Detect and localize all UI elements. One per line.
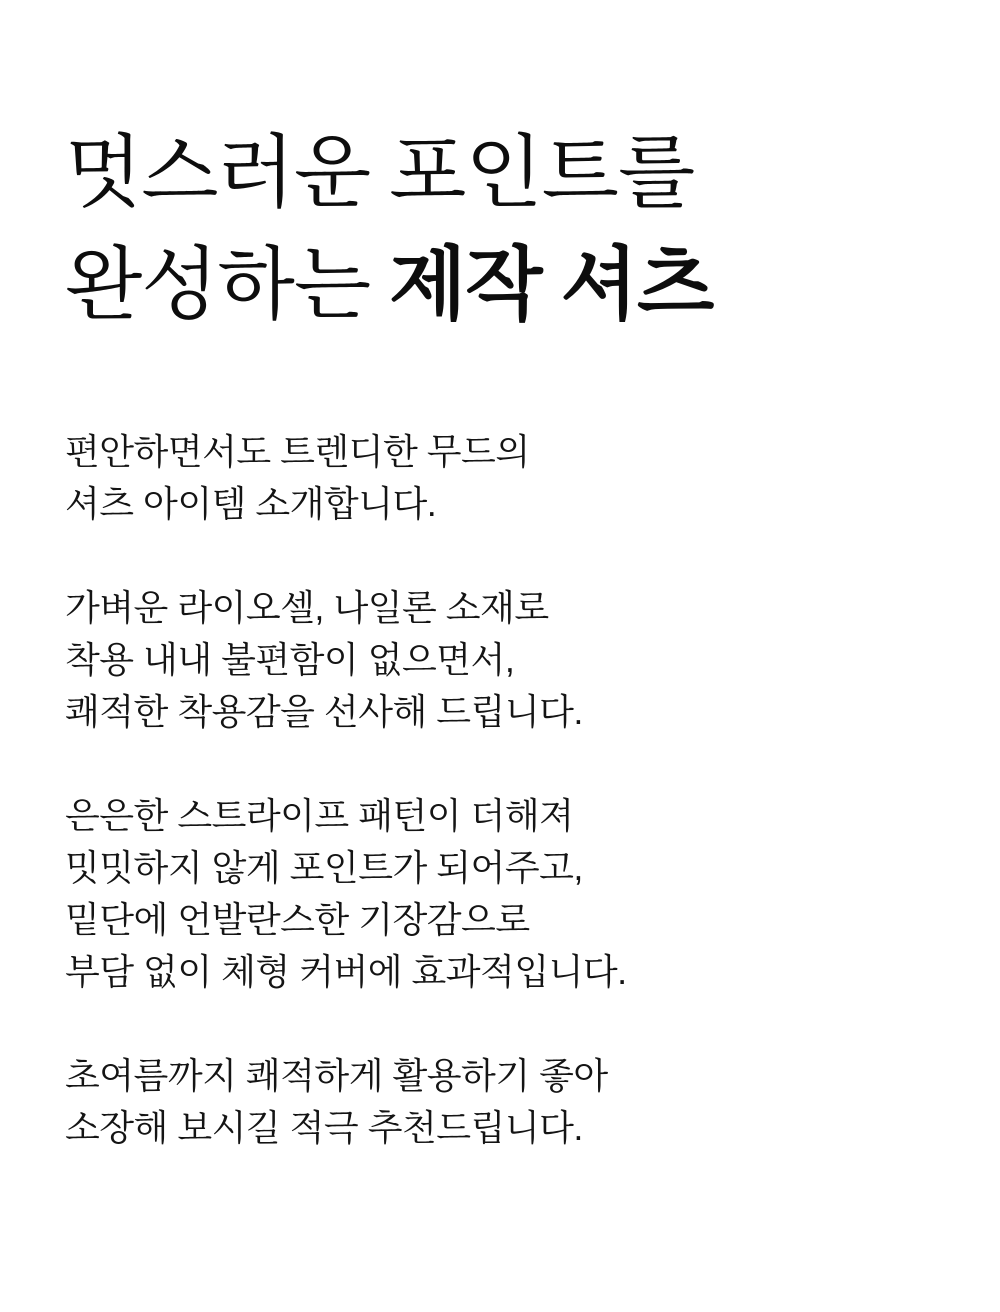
- paragraph-line: 밋밋하지 않게 포인트가 되어주고,: [65, 847, 583, 888]
- page-title: [65, 0, 940, 342]
- paragraph-line: 셔츠 아이템 소개합니다.: [65, 483, 437, 524]
- description-paragraph-3: [65, 790, 940, 998]
- description-text: [65, 426, 940, 1154]
- description-paragraph-2: [65, 582, 940, 738]
- paragraph-line: 쾌적한 착용감을 선사해 드립니다.: [65, 691, 583, 732]
- description-paragraph-4: [65, 1050, 940, 1154]
- paragraph-line: 착용 내내 불편함이 없으면서,: [65, 639, 515, 680]
- paragraph-line: 부담 없이 체형 커버에 효과적입니다.: [65, 951, 627, 992]
- paragraph-line: 편안하면서도 트렌디한 무드의: [65, 431, 530, 472]
- paragraph-line: 소장해 보시길 적극 추천드립니다.: [65, 1107, 583, 1148]
- title-line-2-bold: 제작 셔츠: [389, 242, 714, 330]
- title-line-2-regular: 완성하는: [65, 242, 390, 330]
- paragraph-line: 은은한 스트라이프 패턴이 더해져: [65, 795, 574, 836]
- title-line-2: [65, 242, 713, 330]
- description-paragraph-1: [65, 426, 940, 530]
- paragraph-line: 밑단에 언발란스한 기장감으로: [65, 899, 530, 940]
- paragraph-line: 가벼운 라이오셀, 나일론 소재로: [65, 587, 549, 628]
- title-line-1: 멋스러운 포인트를: [65, 130, 695, 218]
- paragraph-line: 초여름까지 쾌적하게 활용하기 좋아: [65, 1055, 608, 1096]
